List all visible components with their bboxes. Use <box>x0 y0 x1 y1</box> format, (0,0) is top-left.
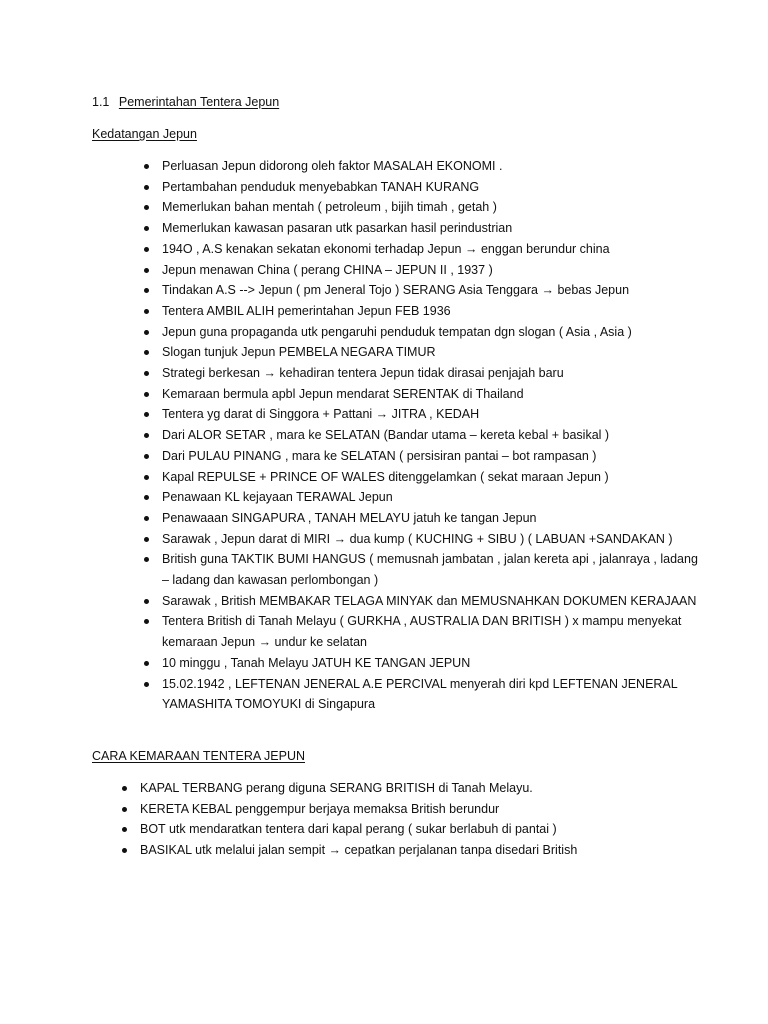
list-item-text: Jepun guna propaganda utk pengaruhi penduduk tempatan dgn slogan ( Asia , Asia ) <box>162 324 632 339</box>
list-item <box>162 529 702 550</box>
subheading-kedatangan <box>92 126 197 142</box>
subheading-kedatangan-text: Kedatangan Jepun <box>92 127 197 141</box>
list-item <box>162 239 702 260</box>
bullet-icon <box>144 412 149 417</box>
bullet-icon <box>144 392 149 397</box>
subheading-cara-kemaraan <box>92 748 305 764</box>
list-item <box>162 322 702 343</box>
bullet-icon <box>144 682 149 687</box>
list-item <box>162 446 702 467</box>
list-item-text: Perluasan Jepun didorong oleh faktor MASALAH EKONOMI . <box>162 159 503 173</box>
list-item-text: BASIKAL utk melalui jalan sempit → cepatkan perjalanan tanpa disedari British <box>140 843 578 858</box>
list-item-text: Sarawak , British MEMBAKAR TELAGA MINYAK dan MEMUSNAHKAN DOKUMEN KERAJAAN <box>162 593 697 608</box>
bullet-icon <box>144 537 149 542</box>
bullet-icon <box>144 516 149 521</box>
bullet-icon <box>144 495 149 500</box>
bullet-icon <box>144 226 149 231</box>
bullet-icon <box>144 475 149 480</box>
list-item <box>162 508 702 529</box>
bullet-icon <box>144 164 149 169</box>
list-item-text: British guna TAKTIK BUMI HANGUS ( memusnah jambatan , jalan kereta api , jalanraya , ladang – ladang dan kawasan perlombongan ) <box>162 552 698 588</box>
bullet-icon <box>144 205 149 210</box>
list-item <box>162 342 702 363</box>
bullet-icon <box>122 786 127 791</box>
bullet-icon <box>144 619 149 624</box>
list-item <box>162 467 702 488</box>
list-item-text: Penawaaan SINGAPURA , TANAH MELAYU jatuh ke tangan Jepun <box>162 510 537 525</box>
bullet-icon <box>144 330 149 335</box>
list-item <box>162 156 702 177</box>
list-item <box>162 549 702 590</box>
list-item-text: BOT utk mendaratkan tentera dari kapal perang ( sukar berlabuh di pantai ) <box>140 822 557 837</box>
list-item-text: Memerlukan kawasan pasaran utk pasarkan hasil perindustrian <box>162 221 513 236</box>
list-item <box>162 404 702 425</box>
list-item-text: 10 minggu , Tanah Melayu JATUH KE TANGAN JEPUN <box>162 655 471 670</box>
list-item-text: Dari PULAU PINANG , mara ke SELATAN ( persisiran pantai – bot rampasan ) <box>162 448 597 463</box>
list-item-text: KERETA KEBAL penggempur berjaya memaksa British berundur <box>140 801 500 816</box>
list-item-text: Penawaan KL kejayaan TERAWAL Jepun <box>162 490 393 505</box>
bullet-icon <box>122 848 127 853</box>
bullet-icon <box>144 185 149 190</box>
bullet-icon <box>144 433 149 438</box>
bullet-icon <box>144 309 149 314</box>
list-item-text: 194O , A.S kenakan sekatan ekonomi terhadap Jepun → enggan berundur china <box>162 241 610 256</box>
list-item-text: Strategi berkesan → kehadiran tentera Jepun tidak dirasai penjajah baru <box>162 366 564 381</box>
list-item <box>162 611 702 652</box>
list-item <box>140 799 680 820</box>
section-number: 1.1 <box>92 95 110 109</box>
list-item-text: Kemaraan bermula apbl Jepun mendarat SERENTAK di Thailand <box>162 386 524 401</box>
list-item-text: Tentera British di Tanah Melayu ( GURKHA , AUSTRALIA DAN BRITISH ) x mampu menyekat kemaraan Jepun → undur ke selatan <box>162 614 682 650</box>
list-item <box>162 425 702 446</box>
list-item <box>162 260 702 281</box>
section-title: Pemerintahan Tentera Jepun <box>118 95 280 109</box>
list-item-text: Tentera AMBIL ALIH pemerintahan Jepun FEB 1936 <box>162 303 451 318</box>
list-item <box>162 197 702 218</box>
list-item <box>162 363 702 384</box>
list-item <box>140 840 680 861</box>
list-item-text: Dari ALOR SETAR , mara ke SELATAN (Bandar utama – kereta kebal + basikal ) <box>162 428 610 443</box>
bullet-icon <box>144 599 149 604</box>
list-item <box>162 674 702 715</box>
list-item <box>162 280 702 301</box>
bullet-icon <box>144 247 149 252</box>
list-item-text: 15.02.1942 , LEFTENAN JENERAL A.E PERCIVAL menyerah diri kpd LEFTENAN JENERAL YAMASHITA TOMOYUKI di Singapura <box>162 676 678 712</box>
bullet-icon <box>122 827 127 832</box>
list-item-text: Memerlukan bahan mentah ( petroleum , bijih timah , getah ) <box>162 200 497 215</box>
subheading-cara-kemaraan-text: CARA KEMARAAN TENTERA JEPUN <box>92 749 306 763</box>
bullet-icon <box>122 807 127 812</box>
bullet-icon <box>144 288 149 293</box>
bullet-icon <box>144 557 149 562</box>
bullet-icon <box>144 371 149 376</box>
bullet-list-kedatangan <box>162 156 702 715</box>
section-heading <box>92 94 279 110</box>
list-item <box>162 218 702 239</box>
list-item-text: Tindakan A.S --> Jepun ( pm Jeneral Tojo ) SERANG Asia Tenggara → bebas Jepun <box>162 283 630 298</box>
list-item <box>162 177 702 198</box>
list-item <box>162 301 702 322</box>
list-item-text: Slogan tunjuk Jepun PEMBELA NEGARA TIMUR <box>162 345 436 360</box>
list-item <box>162 653 702 674</box>
list-item <box>140 778 680 799</box>
list-item <box>162 384 702 405</box>
bullet-icon <box>144 661 149 666</box>
list-item-text: Sarawak , Jepun darat di MIRI → dua kump ( KUCHING + SIBU ) ( LABUAN +SANDAKAN ) <box>162 531 673 546</box>
list-item-text: Pertambahan penduduk menyebabkan TANAH KURANG <box>162 179 480 194</box>
bullet-icon <box>144 268 149 273</box>
list-item-text: Kapal REPULSE + PRINCE OF WALES ditenggelamkan ( sekat maraan Jepun ) <box>162 469 609 484</box>
bullet-icon <box>144 454 149 459</box>
list-item <box>140 819 680 840</box>
bullet-icon <box>144 350 149 355</box>
list-item <box>162 487 702 508</box>
bullet-list-cara-kemaraan <box>140 778 680 861</box>
list-item <box>162 591 702 612</box>
list-item-text: KAPAL TERBANG perang diguna SERANG BRITISH di Tanah Melayu. <box>140 781 533 795</box>
list-item-text: Jepun menawan China ( perang CHINA – JEPUN II , 1937 ) <box>162 262 493 277</box>
list-item-text: Tentera yg darat di Singgora + Pattani → JITRA , KEDAH <box>162 407 480 422</box>
